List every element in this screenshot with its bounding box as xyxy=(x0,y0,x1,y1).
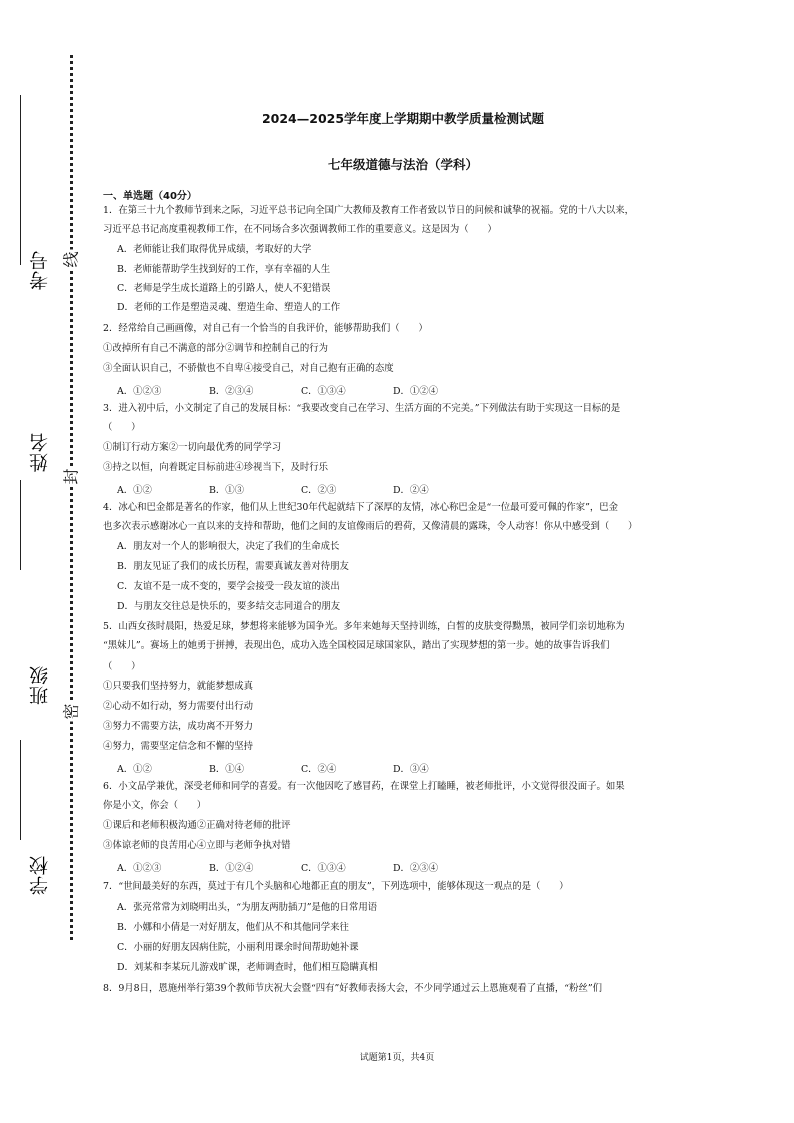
page-footer: 试题第1页，共4页 xyxy=(359,1053,435,1063)
statement: ③全面认识自己，不骄傲也不自卑④接受自己，对自己抱有正确的态度 xyxy=(103,363,394,374)
statement: ②心动不如行动，努力需要付出行动 xyxy=(103,701,254,712)
exam-subtitle: 七年级道德与法治（学科） xyxy=(327,157,478,172)
question-text: “黑妹儿”。赛场上的她勇于拼搏，表现出色，成功入选全国校园足球国家队，踏出了实现梦想的第一步。她的故事告诉我们 xyxy=(103,640,610,651)
statement: ①课后和老师积极沟通②正确对待老师的批评 xyxy=(103,820,291,831)
statement: ①制订行动方案②一切向最优秀的同学学习 xyxy=(103,442,282,453)
question-text: 习近平总书记高度重视教师工作，在不同场合多次强调教师工作的重要意义。这是因为（ ） xyxy=(103,224,497,235)
question-text: 5．山西女孩时晨阳，热爱足球，梦想将来能够为国争光。多年来她每天坚持训练，白皙的皮肤变得黝黑，被同学们亲切地称为 xyxy=(103,621,625,632)
option-b: B．②③④ xyxy=(209,386,254,397)
question-text: 7．“世间最美好的东西，莫过于有几个头脑和心地都正直的朋友”，下列选项中，能够体现这一观点的是（ ） xyxy=(103,881,569,892)
section-heading: 一、单选题（40分） xyxy=(103,191,197,202)
statement: ④努力，需要坚定信念和不懈的坚持 xyxy=(103,741,254,752)
question-text: 4．冰心和巴金都是著名的作家，他们从上世纪30年代起就结下了深厚的友情，冰心称巴金是“一位最可爱可佩的作家”，巴金 xyxy=(103,502,618,513)
option-b: B．①②④ xyxy=(209,863,254,874)
option-a: A．①② xyxy=(117,485,152,496)
option-a: A．①② xyxy=(117,764,152,775)
option-d: D．与朋友交往总是快乐的，要多结交志同道合的朋友 xyxy=(117,601,341,612)
option-d: D．③④ xyxy=(393,764,429,775)
option-a: A．朋友对一个人的影响很大，决定了我们的生命成长 xyxy=(117,541,340,552)
option-b: B．朋友见证了我们的成长历程，需要真诚友善对待朋友 xyxy=(117,561,349,572)
seal-dotted-line xyxy=(70,55,73,940)
seal-mark-secret: 密 xyxy=(59,702,82,722)
option-c: C．小丽的好朋友因病住院，小丽利用课余时间帮助她补课 xyxy=(117,942,359,953)
option-a: A．①②③ xyxy=(117,863,162,874)
option-d: D．①②④ xyxy=(393,386,439,397)
statement: ③体谅老师的良苦用心④立即与老师争执对错 xyxy=(103,840,291,851)
question-text: 你是小文，你会（ ） xyxy=(103,800,207,811)
option-c: C．友谊不是一成不变的，要学会接受一段友谊的淡出 xyxy=(117,581,340,592)
question-text: 8．9月8日，恩施州举行第39个教师节庆祝大会暨“四有”好教师表扬大会，不少同学通过云上恩施观看了直播，“粉丝”们 xyxy=(103,983,602,994)
statement: ①改掉所有自己不满意的部分②调节和控制自己的行为 xyxy=(103,343,329,354)
question-text: （ ） xyxy=(103,422,141,433)
statement: ③持之以恒，向着既定目标前进④珍视当下，及时行乐 xyxy=(103,462,329,473)
option-a: A．老师能让我们取得优异成绩，考取好的大学 xyxy=(117,244,312,255)
question-text: 也多次表示感谢冰心一直以来的支持和帮助，他们之间的友谊像雨后的碧荷，又像清晨的露珠，令人动容！你从中感受到（ ） xyxy=(103,521,638,532)
option-b: B．小娜和小倩是一对好朋友，他们从不和其他同学来往 xyxy=(117,922,349,933)
seal-mark-line: 线 xyxy=(59,250,82,270)
question-text: 2．经常给自己画画像，对自己有一个恰当的自我评价，能够帮助我们（ ） xyxy=(103,323,428,334)
school-label: 学校 xyxy=(29,855,51,895)
option-a: A．①②③ xyxy=(117,386,162,397)
class-line xyxy=(20,740,21,840)
options-row xyxy=(117,383,485,397)
option-c: C．①③④ xyxy=(301,863,346,874)
statement: ①只要我们坚持努力，就能梦想成真 xyxy=(103,681,254,692)
exam-title: 2024—2025学年度上学期期中教学质量检测试题 xyxy=(261,111,545,126)
option-c: C．②④ xyxy=(301,764,337,775)
question-text: 1．在第三十九个教师节到来之际，习近平总书记向全国广大教师及教育工作者致以节日的问候和诚挚的祝福。党的十八大以来， xyxy=(103,205,634,216)
options-row xyxy=(117,761,485,775)
option-c: C．②③ xyxy=(301,485,337,496)
options-row xyxy=(117,860,485,874)
option-d: D．刘某和李某玩儿游戏旷课，老师调查时，他们相互隐瞒真相 xyxy=(117,962,378,973)
option-b: B．①④ xyxy=(209,764,245,775)
exam-number-line xyxy=(20,95,21,265)
seal-mark-seal: 封 xyxy=(59,467,82,487)
class-label: 班级 xyxy=(29,665,51,705)
question-text: 6．小文品学兼优，深受老师和同学的喜爱。有一次他因吃了感冒药，在课堂上打瞌睡，被老师批评，小文觉得很没面子。如果 xyxy=(103,781,625,792)
option-b: B．老师能帮助学生找到好的工作，享有幸福的人生 xyxy=(117,264,331,275)
name-label: 姓名 xyxy=(29,432,51,472)
option-d: D．老师的工作是塑造灵魂、塑造生命、塑造人的工作 xyxy=(117,302,341,313)
question-text: 3．进入初中后，小文制定了自己的发展目标：“我要改变自己在学习、生活方面的不完美。”下列做法有助于实现这一目标的是 xyxy=(103,403,621,414)
options-row xyxy=(117,482,485,496)
option-c: C．①③④ xyxy=(301,386,346,397)
question-text: （ ） xyxy=(103,661,141,672)
option-c: C．老师是学生成长道路上的引路人，使人不犯错误 xyxy=(117,283,331,294)
option-d: D．②④ xyxy=(393,485,429,496)
binding-strip xyxy=(0,0,90,1123)
name-line xyxy=(20,480,21,570)
exam-number-label: 考号 xyxy=(29,250,51,290)
statement: ③努力不需要方法，成功离不开努力 xyxy=(103,721,254,732)
option-d: D．②③④ xyxy=(393,863,439,874)
option-b: B．①③ xyxy=(209,485,245,496)
option-a: A．张亮常常为刘晓明出头，“为朋友两肋插刀”是他的日常用语 xyxy=(117,902,378,913)
